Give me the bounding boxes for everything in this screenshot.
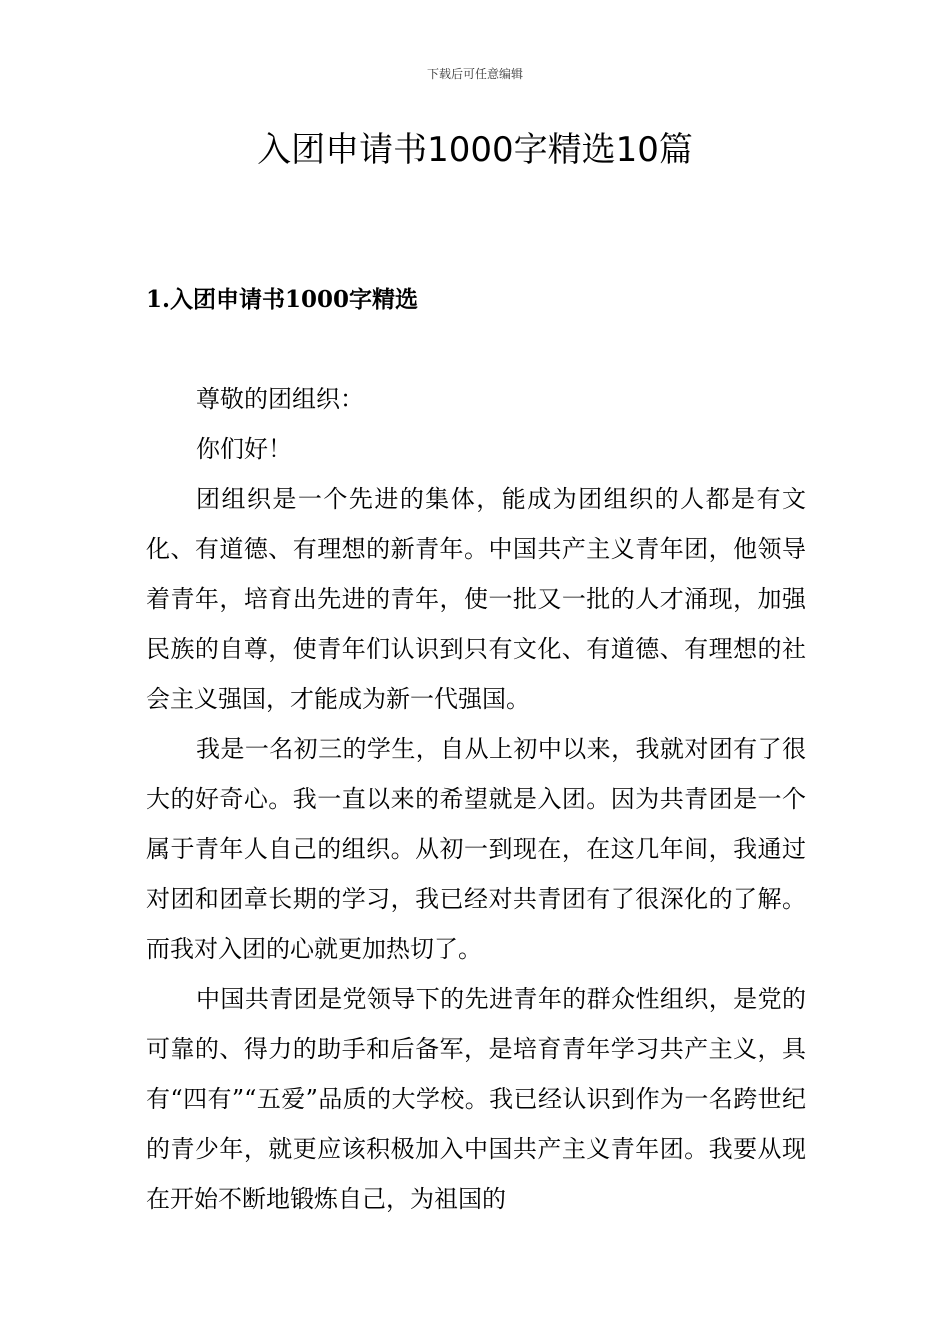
letter-body: [146, 474, 806, 1224]
paragraph: 我是一名初三的学生，自从上初中以来，我就对团有了很大的好奇心。我一直以来的希望就是入团。因为共青团是一个属于青年人自己的组织。从初一到现在，在这几年间，我通过对团和团章长期的学习，我已经对共青团有了很深化的了解。而我对入团的心就更加热切了。: [146, 735, 806, 963]
section-heading: 1.入团申请书1000字精选: [146, 286, 419, 313]
paragraph: 团组织是一个先进的集体，能成为团组织的人都是有文化、有道德、有理想的新青年。中国共产主义青年团，他领导着青年，培育出先进的青年，使一批又一批的人才涌现，加强民族的自尊，使青年们认识到只有文化、有道德、有理想的社会主义强国，才能成为新一代强国。: [146, 485, 806, 713]
greeting: 你们好！: [196, 435, 292, 463]
document-title: 入团申请书1000字精选10篇: [257, 130, 693, 170]
salutation: 尊敬的团组织：: [196, 385, 364, 413]
header-note: 下载后可任意编辑: [426, 67, 523, 81]
paragraph: 中国共青团是党领导下的先进青年的群众性组织，是党的可靠的、得力的助手和后备军，是培育青年学习共产主义，具有“四有”“五爱”品质的大学校。我已经认识到作为一名跨世纪的青少年，就更应该积极加入中国共产主义青年团。我要从现在开始不断地锻炼自己，为祖国的: [146, 985, 806, 1213]
letter-opening: [146, 374, 806, 474]
